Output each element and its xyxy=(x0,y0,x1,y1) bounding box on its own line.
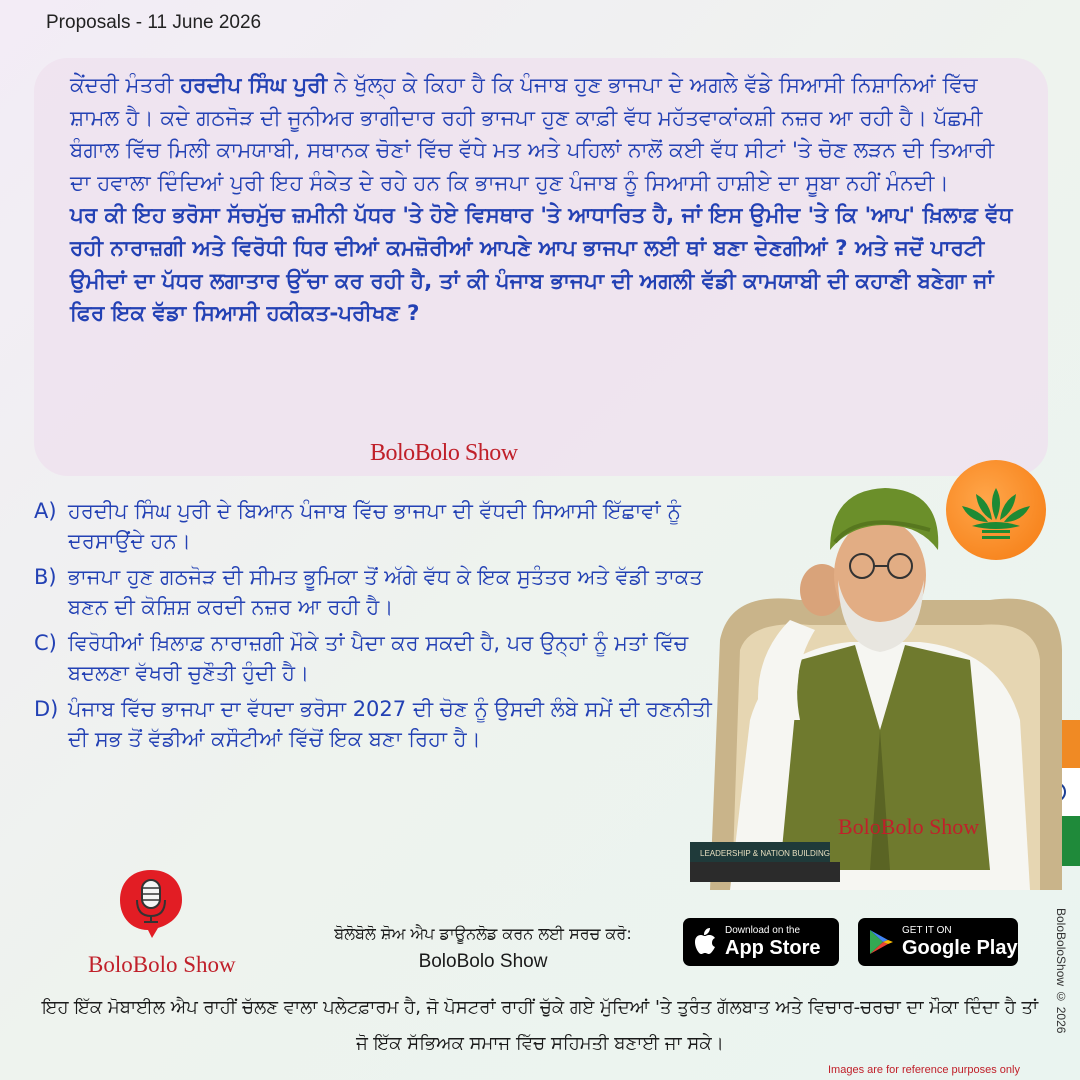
lotus-icon xyxy=(946,460,1046,560)
option-text: ਪੰਜਾਬ ਵਿੱਚ ਭਾਜਪਾ ਦਾ ਵੱਧਦਾ ਭਰੋਸਾ 2027 ਦੀ ਚੋਣ ਨੂੰ ਉਸਦੀ ਲੰਬੇ ਸਮੇਂ ਦੀ ਰਣਨੀਤੀ ਦੀ ਸਭ ਤੋਂ ਵੱਡੀਆਂ ਕਸੌਟੀਆਂ ਵਿੱਚੋਂ ਇਕ ਬਣਾ ਰਿਹਾ ਹੈ। xyxy=(68,697,712,751)
search-prompt xyxy=(300,920,666,976)
intro-part2: ਨੇ ਖੁੱਲ੍ਹ ਕੇ ਕਿਹਾ ਹੈ ਕਿ ਪੰਜਾਬ ਹੁਣ ਭਾਜਪਾ ਦੇ ਅਗਲੇ ਵੱਡੇ ਸਿਆਸੀ ਨਿਸ਼ਾਨਿਆਂ ਵਿੱਚ ਸ਼ਾਮਲ ਹੈ। ਕਦੇ ਗਠਜੋੜ ਦੀ ਜੂਨੀਅਰ ਭਾਗੀਦਾਰ ਰਹੀ ਭਾਜਪਾ ਹੁਣ ਕਾਫ਼ੀ ਵੱਧ ਮਹੱਤਵਾਕਾਂਕਸ਼ੀ ਨਜ਼ਰ ਆ ਰਹੀ ਹੈ। ਪੱਛਮੀ ਬੰਗਾਲ ਵਿੱਚ ਮਿਲੀ ਕਾਮਯਾਬੀ, ਸਥਾਨਕ ਚੋਣਾਂ ਵਿੱਚ ਵੱਧੇ ਮਤ ਅਤੇ ਪਹਿਲਾਂ ਨਾਲੋਂ ਕਈ ਵੱਧ ਸੀਟਾਂ 'ਤੇ ਚੋਣ ਲੜਨ ਦੀ ਤਿਆਰੀ ਦਾ ਹਵਾਲਾ ਦਿੰਦਿਆਂ ਪੁਰੀ ਇਹ ਸੰਕੇਤ ਦੇ ਰਹੇ ਹਨ ਕਿ ਭਾਜਪਾ ਹੁਣ ਪੰਜਾਬ ਨੂੰ ਸਿਆਸੀ ਹਾਸ਼ੀਏ ਦਾ ਸੂਬਾ ਨਹੀਂ ਮੰਨਦੀ। xyxy=(70,73,995,196)
book-label: LEADERSHIP & NATION BUILDING xyxy=(700,849,830,858)
intro-question: ਪਰ ਕੀ ਇਹ ਭਰੋਸਾ ਸੱਚਮੁੱਚ ਜ਼ਮੀਨੀ ਪੱਧਰ 'ਤੇ ਹੋਏ ਵਿਸਥਾਰ 'ਤੇ ਆਧਾਰਿਤ ਹੈ, ਜਾਂ ਇਸ ਉਮੀਦ 'ਤੇ ਕਿ 'ਆਪ' ਖ਼ਿਲਾਫ਼ ਵੱਧ ਰਹੀ ਨਾਰਾਜ਼ਗੀ ਅਤੇ ਵਿਰੋਧੀ ਧਿਰ ਦੀਆਂ ਕਮਜ਼ੋਰੀਆਂ ਆਪਣੇ ਆਪ ਭਾਜਪਾ ਲਈ ਥਾਂ ਬਣਾ ਦੇਣਗੀਆਂ ? ਅਤੇ ਜਦੋਂ ਪਾਰਟੀ ਉਮੀਦਾਂ ਦਾ ਪੱਧਰ ਲਗਾਤਾਰ ਉੱਚਾ ਕਰ ਰਹੀ ਹੈ, ਤਾਂ ਕੀ ਪੰਜਾਬ ਭਾਜਪਾ ਦੀ ਅਗਲੀ ਵੱਡੀ ਕਾਮਯਾਬੀ ਦੀ ਕਹਾਣੀ ਬਣੇਗਾ ਜਾਂ ਫਿਰ ਇਕ ਵੱਡਾ ਸਿਆਸੀ ਹਕੀਕਤ-ਪਰੀਖਣ ? xyxy=(70,203,1013,327)
option-text: ਵਿਰੋਧੀਆਂ ਖ਼ਿਲਾਫ਼ ਨਾਰਾਜ਼ਗੀ ਮੌਕੇ ਤਾਂ ਪੈਦਾ ਕਰ ਸਕਦੀ ਹੈ, ਪਰ ਉਨ੍ਹਾਂ ਨੂੰ ਮਤਾਂ ਵਿੱਚ ਬਦਲਣਾ ਵੱਖਰੀ ਚੁਣੌਤੀ ਹੁੰਦੀ ਹੈ। xyxy=(68,631,689,685)
google-play-big: Google Play xyxy=(902,937,1018,959)
option-c[interactable] xyxy=(34,628,734,688)
google-play-icon xyxy=(868,928,894,956)
watermark-photo: BoloBolo Show xyxy=(838,814,980,839)
option-text: ਹਰਦੀਪ ਸਿੰਘ ਪੁਰੀ ਦੇ ਬਿਆਨ ਪੰਜਾਬ ਵਿੱਚ ਭਾਜਪਾ ਦੀ ਵੱਧਦੀ ਸਿਆਸੀ ਇੱਛਾਵਾਂ ਨੂੰ ਦਰਸਾਉਂਦੇ ਹਨ। xyxy=(68,499,681,553)
intro-paragraph xyxy=(70,70,1018,200)
option-text: ਭਾਜਪਾ ਹੁਣ ਗਠਜੋੜ ਦੀ ਸੀਮਤ ਭੂਮਿਕਾ ਤੋਂ ਅੱਗੇ ਵੱਧ ਕੇ ਇਕ ਸੁਤੰਤਰ ਅਤੇ ਵੱਡੀ ਤਾਕਤ ਬਣਨ ਦੀ ਕੋਸ਼ਿਸ਼ ਕਰਦੀ ਨਜ਼ਰ ਆ ਰਹੀ ਹੈ। xyxy=(68,565,703,619)
option-a[interactable] xyxy=(34,496,734,556)
option-letter: D) xyxy=(34,697,59,721)
search-term: BoloBolo Show xyxy=(418,951,548,972)
watermark-center: BoloBolo Show xyxy=(370,440,518,466)
intro-card xyxy=(34,58,1048,476)
copyright-notice: BoloBoloShow © 2026 xyxy=(1054,908,1068,1034)
app-store-small: Download on the xyxy=(725,925,801,936)
app-store-button[interactable] xyxy=(683,918,839,966)
platform-description: ਇਹ ਇੱਕ ਮੋਬਾਈਲ ਐਪ ਰਾਹੀਂ ਚੱਲਣ ਵਾਲਾ ਪਲੇਟਫ਼ਾਰਮ ਹੈ, ਜੋ ਪੋਸਟਰਾਂ ਰਾਹੀਂ ਚੁੱਕੇ ਗਏ ਮੁੱਦਿਆਂ 'ਤੇ ਤੁਰੰਤ ਗੱਲਬਾਤ ਅਤੇ ਵਿਚਾਰ-ਚਰਚਾ ਦਾ ਮੌਕਾ ਦਿੰਦਾ ਹੈ ਤਾਂ ਜੋ ਇੱਕ ਸੱਭਿਅਕ ਸਮਾਜ ਵਿੱਚ ਸਹਿਮਤੀ ਬਣਾਈ ਜਾ ਸਕੇ। xyxy=(41,997,1039,1054)
minister-name: ਹਰਦੀਪ ਸਿੰਘ ਪੁਰੀ xyxy=(180,73,328,98)
google-play-button[interactable] xyxy=(858,918,1018,966)
bjp-lotus-logo xyxy=(946,460,1046,560)
option-letter: B) xyxy=(34,565,57,589)
brand-name: BoloBolo Show xyxy=(88,952,236,977)
app-store-big: App Store xyxy=(725,937,821,959)
microphone-logo-icon xyxy=(118,868,184,938)
option-letter: C) xyxy=(34,631,57,655)
answer-options xyxy=(34,496,734,760)
option-b[interactable] xyxy=(34,562,734,622)
apple-icon xyxy=(693,928,717,956)
reference-note: Images are for reference purposes only xyxy=(828,1064,1020,1076)
intro-part1: ਕੇਂਦਰੀ ਮੰਤਰੀ xyxy=(70,73,181,98)
search-prompt-text: ਬੋਲੋਬੋਲੋ ਸ਼ੋਅ ਐਪ ਡਾਊਨਲੋਡ ਕਰਨ ਲਈ ਸਰਚ ਕਰੋ: xyxy=(334,924,632,943)
option-letter: A) xyxy=(34,499,57,523)
page-date: Proposals - 11 June 2026 xyxy=(46,12,262,33)
option-d[interactable] xyxy=(34,694,734,754)
google-play-small: GET IT ON xyxy=(902,925,952,936)
